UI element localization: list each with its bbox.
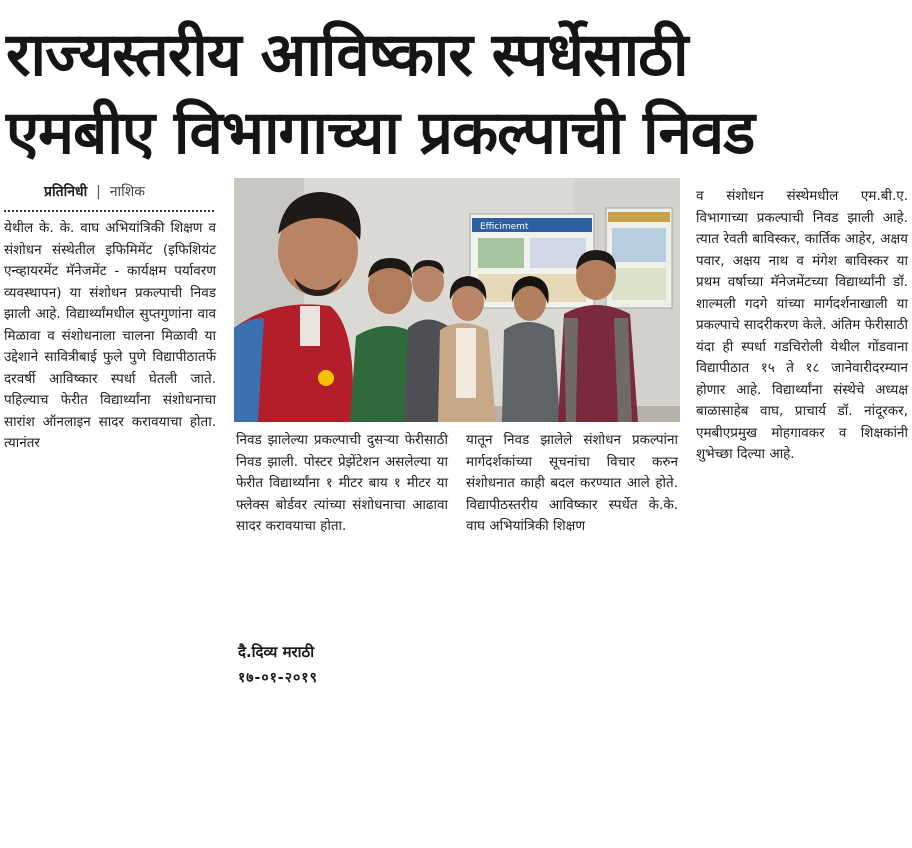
source-publication: दै.दिव्य मराठी [238,643,315,661]
byline [44,182,145,201]
poster-board-2 [606,208,672,308]
byline-separator: | [96,184,101,200]
news-photo [234,178,680,422]
byline-place: नाशिक [109,184,145,200]
source-date: १७-०१-२०१९ [238,670,318,686]
headline-line-1: राज्यस्तरीय आविष्कार स्पर्धेसाठी [6,20,688,90]
byline-divider [4,210,214,212]
poster-banner-text: Efficimemt [480,222,529,232]
article-column-3: यातून निवड झालेले संशोधन प्रकल्पांना मार्गदर्शकांच्या सूचनांचा विचार करुन संशोधनात काही बदल करण्यात आले होते. विद्यापीठस्तरीय आविष्कार स्पर्धेत के.के. वाघ अभियांत्रिकी शिक्षण [466,432,678,534]
article-column-2: निवड झालेल्या प्रकल्पाची दुसऱ्या फेरीसाठी निवड झाली. पोस्टर प्रेझेंटेशन असलेल्या या फेरीत विद्यार्थ्यांना १ मीटर बाय १ मीटर या फ्लेक्स बोर्डवर त्यांच्या संशोधनाचा आढावा सादर करावयाचा होता. [236,432,448,534]
article-column-4: व संशोधन संस्थेमधील एम.बी.ए. विभागाच्या प्रकल्पाची निवड झाली आहे. त्यात रेवती बाविस्कर, कार्तिक आहेर, अक्षय पवार, अक्षय नाथ व मंगेश बाविस्कर या प्रथम वर्षाच्या मॅनेजमेंटच्या विद्यार्थ्यांनी डॉ. शाल्मली गदगे यांच्या मार्गदर्शनाखाली या प्रकल्पाचे सादरीकरण केले. अंतिम फेरीसाठी यंदा ही स्पर्धा गडचिरोली येथील गोंडवाना विद्यापीठात १५ ते १८ जानेवारीदरम्यान होणार आहे. विद्यार्थ्यांना संस्थेचे अध्यक्ष बाळासाहेब वाघ, प्राचार्य डॉ. नांदूरकर, एमबीएप्रमुख मोहगावकर व शिक्षकांनी शुभेच्छा दिल्या आहे. [696,188,908,462]
group-photo-illustration [234,178,680,422]
article-column-1: येथील के. के. वाघ अभियांत्रिकी शिक्षण व संशोधन संस्थेतील इफिमिमेंट (इफिशियंट एन्व्हायरमेंट मॅनेजमेंट - कार्यक्षम पर्यावरण व्यवस्थापन) या संशोधन प्रकल्पाची निवड झाली आहे. विद्यार्थ्यांमधील सुप्तगुणांना वाव मिळावा व संशोधनाला चालना मिळावी या उद्देशाने सावित्रीबाई फुले पुणे विद्यापीठातर्फे दरवर्षी आविष्कार स्पर्धा घेतली जाते. पहिल्याच फेरीत विद्यार्थ्यांना संशोधनाचा सारांश ऑनलाइन सादर करावयाचा होता. त्यानंतर [4,220,216,451]
headline-line-2: एमबीए विभागाच्या प्रकल्पाची निवड [6,98,755,168]
byline-reporter: प्रतिनिधी [44,184,88,200]
